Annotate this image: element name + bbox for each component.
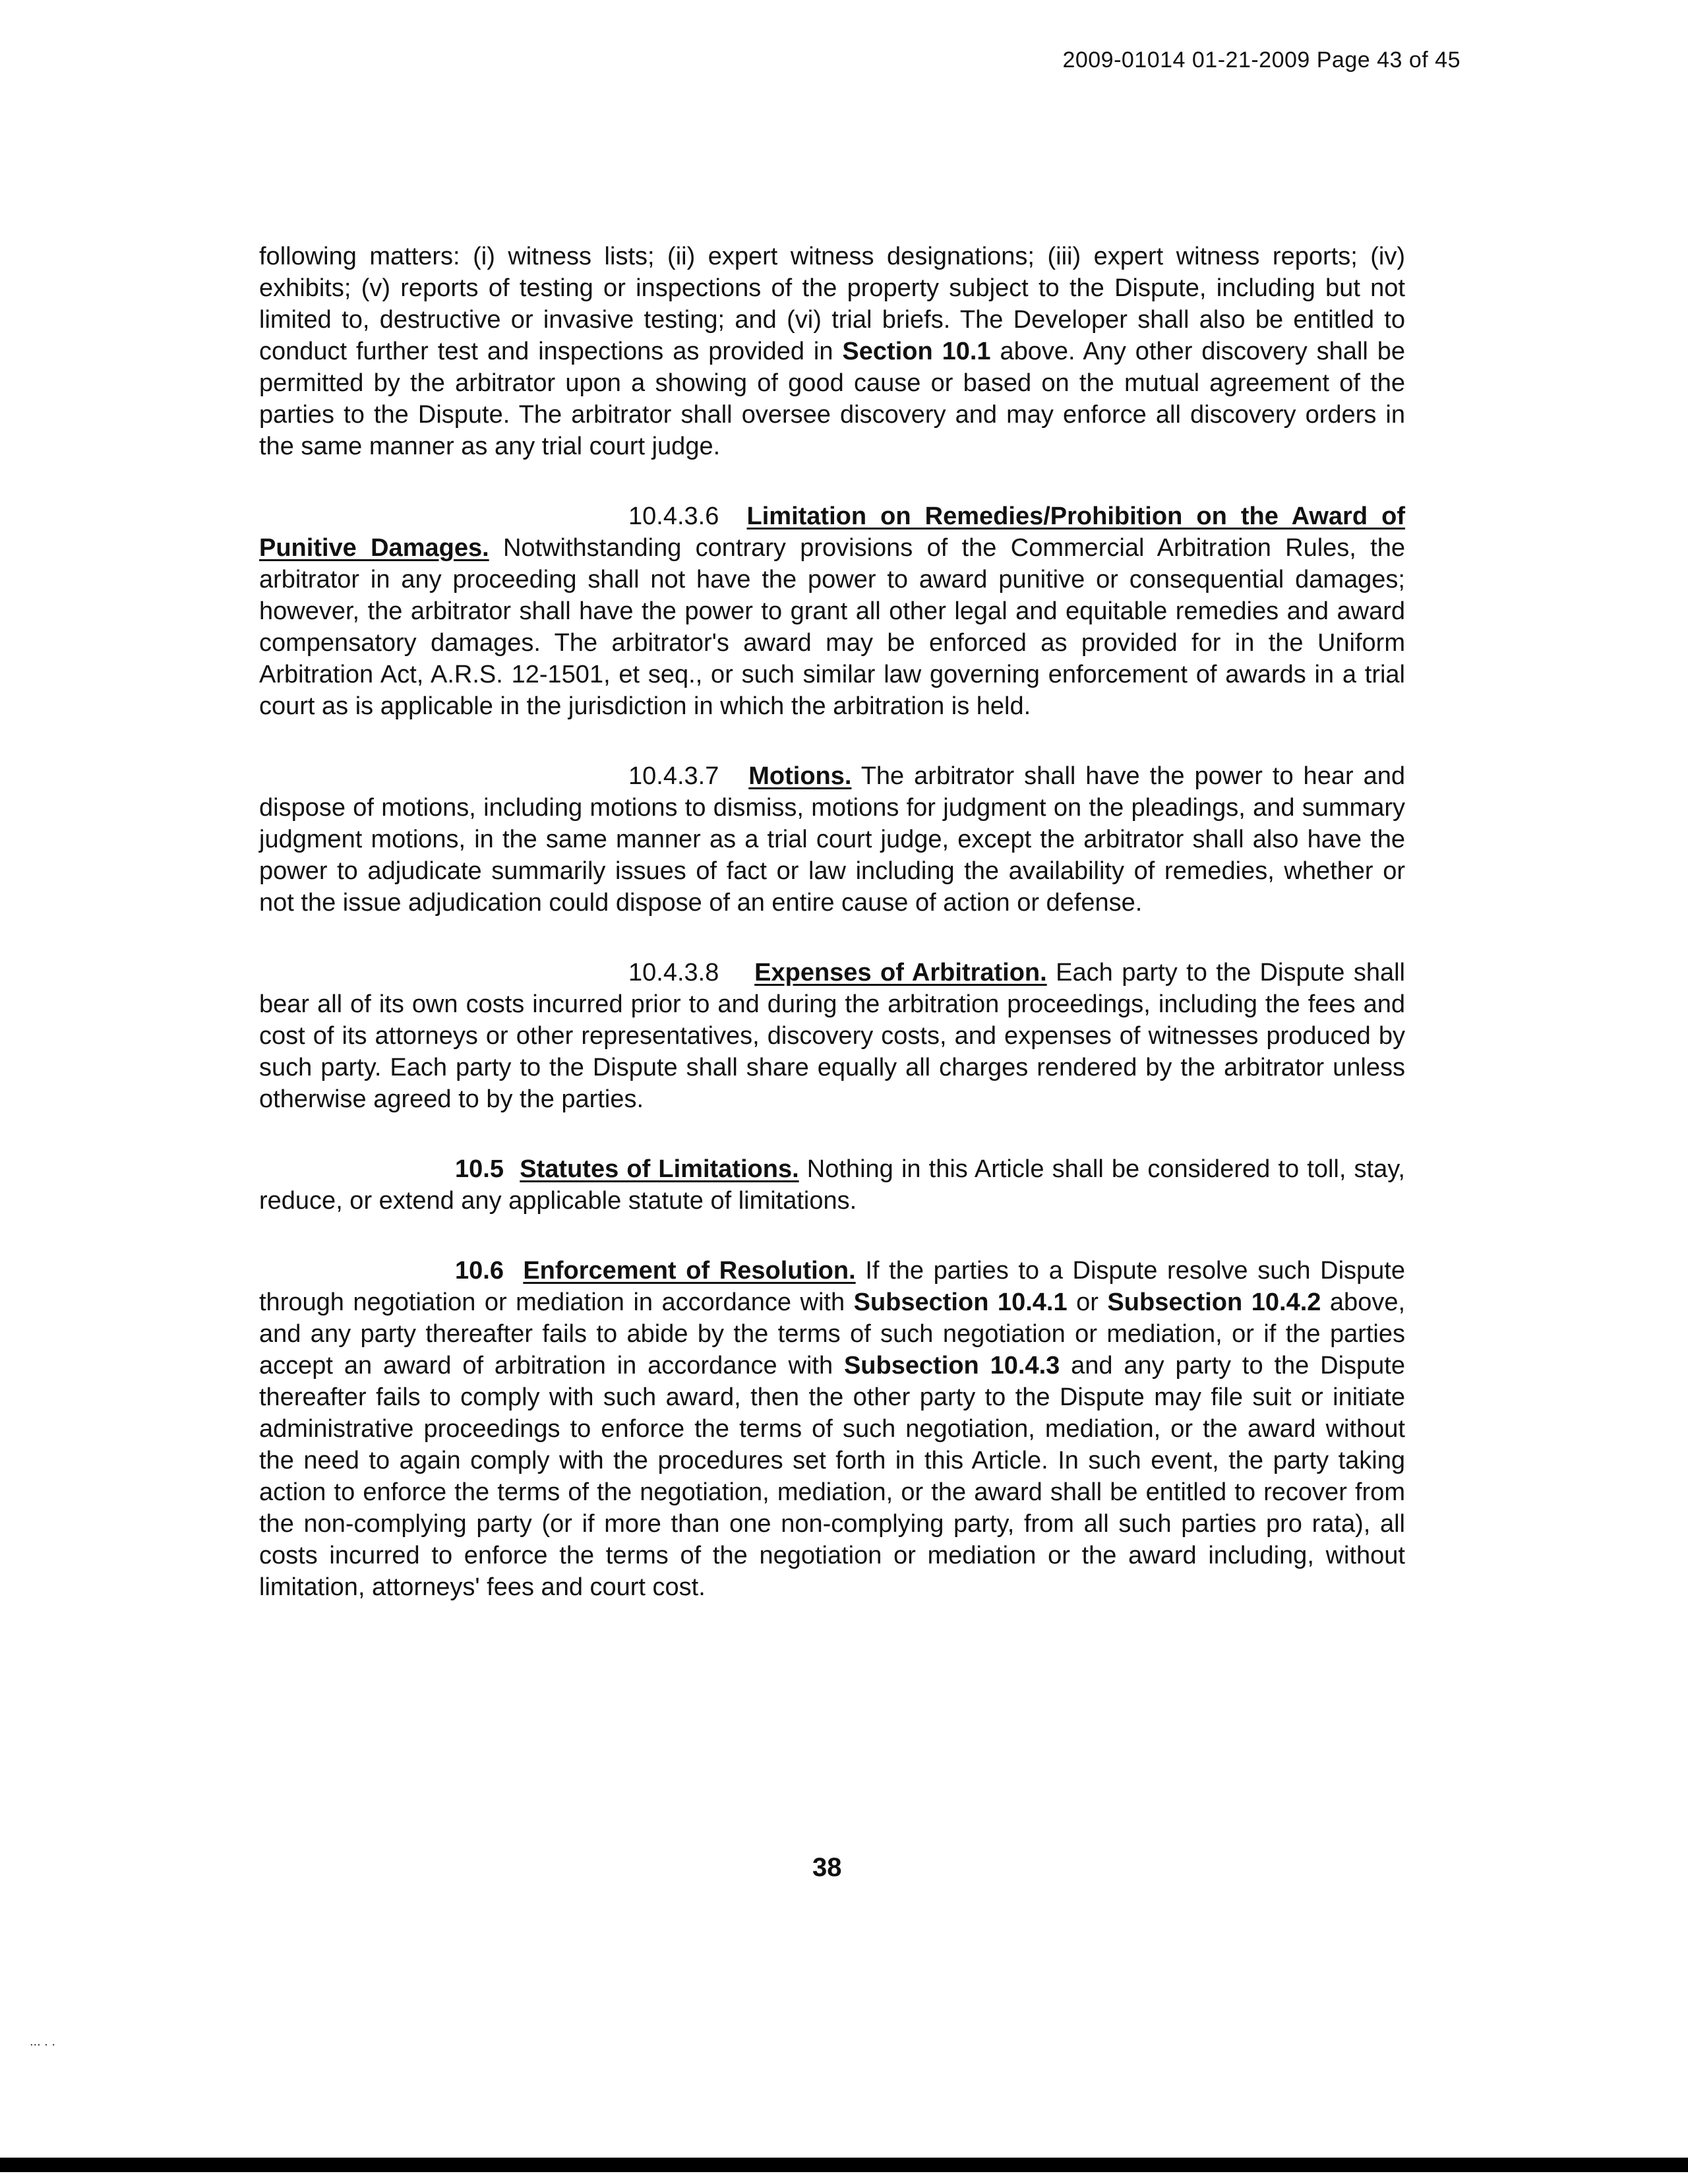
section-10-4-3-6 — [259, 501, 1405, 722]
section-body: or — [1067, 1289, 1108, 1316]
section-body: Nothing in this Article shall be considered to toll, stay, reduce, or extend any applicable statute of limitations. — [259, 1155, 1405, 1215]
subsection-reference: Subsection 10.4.3 — [843, 1352, 1060, 1380]
section-heading: Enforcement of Resolution. — [523, 1257, 856, 1285]
section-heading: Limitation on Remedies/Prohibition on the Award of Punitive Damages. — [259, 502, 1405, 562]
section-reference: Section 10.1 — [842, 338, 991, 365]
subsection-reference: Subsection 10.4.1 — [853, 1289, 1068, 1316]
page-header-doc-ref: 2009-01014 01-21-2009 Page 43 of 45 — [1062, 47, 1461, 73]
section-body: If the parties to a Dispute resolve such Dispute through negotiation or mediation in accordance with — [259, 1257, 1405, 1316]
section-body: above, and any party thereafter fails to abide by the terms of such negotiation or mediation, or if the parties accept an award of arbitration in accordance with — [259, 1289, 1406, 1380]
paragraph-text: above. Any other discovery shall be permitted by the arbitrator upon a showing of good cause or based on the mutual agreement of the parties to the Dispute. The arbitrator shall oversee discovery and may enforce all discovery orders in the same manner as any trial court judge. — [259, 338, 1405, 460]
section-number: 10.6 — [455, 1257, 504, 1285]
bottom-scan-border — [0, 2158, 1688, 2172]
section-number: 10.5 — [455, 1155, 504, 1183]
section-body: Each party to the Dispute shall bear all of its own costs incurred prior to and during the arbitration proceedings, including the fees and cost of its attorneys or other representatives, discovery costs, and expenses of witnesses produced by such party. Each party to the Dispute shall share equally all charges rendered by the arbitrator unless otherwise agreed to by the parties. — [259, 959, 1405, 1113]
section-number: 10.4.3.6 — [628, 502, 719, 530]
scan-specks: ... . . — [30, 2034, 55, 2049]
section-body: Notwithstanding contrary provisions of the Commercial Arbitration Rules, the arbitrator in any proceeding shall not have the power to award punitive or consequential damages; however, the arbitrator shall have the power to grant all other legal and equitable remedies and award compensatory damages. The arbitrator's award may be enforced as provided for in the Uniform Arbitration Act, A.R.S. 12-1501, et seq., or such similar law governing enforcement of awards in a trial court as is applicable in the jurisdiction in which the arbitration is held. — [259, 534, 1405, 720]
section-body: The arbitrator shall have the power to hear and dispose of motions, including motions to dismiss, motions for judgment on the pleadings, and summary judgment motions, in the same manner as a trial court judge, except the arbitrator shall also have the power to adjudicate summarily issues of fact or law including the availability of remedies, whether or not the issue adjudication could dispose of an entire cause of action or defense. — [259, 762, 1405, 917]
section-heading: Motions. — [748, 762, 852, 790]
section-10-6 — [259, 1255, 1405, 1603]
paragraph-text: following matters: (i) witness lists; (ii) expert witness designations; (iii) expert witness reports; (iv) exhibits; (v) reports of testing or inspections of the property subject to the Dispute, including but not limited to, destructive or invasive testing; and (vi) trial briefs. The Developer shall also be entitled to conduct further test and inspections as provided in — [259, 243, 1405, 365]
section-body: and any party to the Dispute thereafter fails to comply with such award, then the other party to the Dispute may file suit or initiate administrative proceedings to enforce the terms of such negotiation, mediation, or the award without the need to again comply with the procedures set forth in this Article. In such event, the party taking action to enforce the terms of the negotiation, mediation, or the award shall be entitled to recover from the non-complying party (or if more than one non-complying party, from all such parties pro rata), all costs incurred to enforce the terms of the negotiation or mediation or the award including, without limitation, attorneys' fees and court cost. — [259, 1352, 1405, 1601]
paragraph-discovery-matters — [259, 241, 1405, 462]
section-heading: Statutes of Limitations. — [520, 1155, 799, 1183]
page-number: 38 — [812, 1853, 842, 1882]
section-10-4-3-8 — [259, 957, 1405, 1115]
document-body — [259, 241, 1405, 1641]
section-10-5 — [259, 1153, 1405, 1217]
section-heading: Expenses of Arbitration. — [754, 959, 1047, 986]
section-10-4-3-7 — [259, 760, 1405, 919]
section-number: 10.4.3.8 — [628, 959, 719, 986]
section-number: 10.4.3.7 — [628, 762, 719, 790]
subsection-reference: Subsection 10.4.2 — [1107, 1289, 1321, 1316]
